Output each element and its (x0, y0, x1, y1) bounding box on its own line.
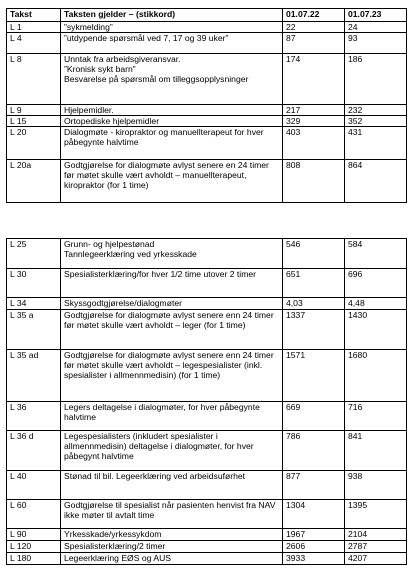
takst-code: L 36 (7, 402, 61, 431)
takst-code: L 90 (7, 529, 61, 541)
price-2023: 841 (345, 431, 407, 471)
price-2022: 217 (283, 105, 345, 116)
table-row (7, 298, 407, 310)
price-2022: 329 (283, 116, 345, 127)
price-2022: 1304 (283, 500, 345, 529)
price-2022: 3933 (283, 553, 345, 565)
takst-description: Spesialisterklæring/for hver 1/2 time utover 2 timer (61, 269, 283, 298)
price-2022: 1571 (283, 350, 345, 402)
table-row (7, 431, 407, 471)
takst-description: Spesialisterklæring/2 timer (61, 541, 283, 553)
price-2023: 696 (345, 269, 407, 298)
price-2023: 584 (345, 239, 407, 269)
table-row (7, 553, 407, 565)
takst-code: L 180 (7, 553, 61, 565)
takst-description: Skyssgodtgjørelse/dialogmøter (61, 298, 283, 310)
takst-code: L 8 (7, 54, 61, 105)
takst-code: L 120 (7, 541, 61, 553)
takst-code: L 30 (7, 269, 61, 298)
price-2023: 93 (345, 33, 407, 54)
table-row (7, 402, 407, 431)
header-row (7, 9, 407, 22)
takst-description: Legers deltagelse i dialogmøter, for hver påbegynte halvtime (61, 402, 283, 431)
table-row (7, 127, 407, 160)
price-2022: 403 (283, 127, 345, 160)
price-2023: 232 (345, 105, 407, 116)
takst-description: Legespesialisters (inkludert spesialister i allmennmedisin) deltagelse i dialogmøter, for hver påbegynt halvtime (61, 431, 283, 471)
takst-code: L 15 (7, 116, 61, 127)
takst-description: Godtgjørelse til spesialist når pasienten henvist fra NAV ikke møter til avtalt time (61, 500, 283, 529)
takst-description: Godtgjørelse for dialogmøte avlyst senere enn 24 timer før møtet skulle vært avholdt – legespesialister (inkl. spesialister i allmennmedisin) (for 1 time) (61, 350, 283, 402)
table-row (7, 350, 407, 402)
takst-code: L 35 a (7, 310, 61, 350)
takst-code: L 60 (7, 500, 61, 529)
takst-code: L 25 (7, 239, 61, 269)
price-2022: 87 (283, 33, 345, 54)
price-2023: 1395 (345, 500, 407, 529)
price-2022: 174 (283, 54, 345, 105)
takst-description: Godtgjørelse for dialogmøte avlyst senere enn 24 timer før møtet skulle vært avholdt – leger (for 1 time) (61, 310, 283, 350)
price-2022: 808 (283, 160, 345, 203)
price-2023: 4207 (345, 553, 407, 565)
table-row (7, 160, 407, 203)
table-row (7, 239, 407, 269)
price-2022: 669 (283, 402, 345, 431)
takst-code: L 20 (7, 127, 61, 160)
table-row (7, 116, 407, 127)
takst-description: Dialogmøte - kiropraktor og manuellterapeut for hver påbegynte halvtime (61, 127, 283, 160)
takst-code: L 34 (7, 298, 61, 310)
price-2022: 4,03 (283, 298, 345, 310)
table-row (7, 269, 407, 298)
takst-code: L 40 (7, 471, 61, 500)
takst-code: L 36 d (7, 431, 61, 471)
table-row (7, 541, 407, 553)
table-row (7, 105, 407, 116)
price-2022: 651 (283, 269, 345, 298)
table-row (7, 22, 407, 33)
table-row (7, 500, 407, 529)
table-row (7, 529, 407, 541)
takst-code: L 35 ad (7, 350, 61, 402)
takst-description: Yrkesskade/yrkessykdom (61, 529, 283, 541)
price-2023: 24 (345, 22, 407, 33)
takst-code: L 4 (7, 33, 61, 54)
table-row (7, 54, 407, 105)
price-2023: 4,48 (345, 298, 407, 310)
price-2022: 877 (283, 471, 345, 500)
takst-description: Grunn- og hjelpestønad Tannlegeerklæring ved yrkesskade (61, 239, 283, 269)
takst-code: L 1 (7, 22, 61, 33)
takst-description: Godtgjørelse for dialogmøte avlyst senere en 24 timer før møtet skulle vært avholdt – manuellterapeut, kiropraktor (for 1 time) (61, 160, 283, 203)
tariff-table-1 (6, 8, 407, 203)
tariff-table-2 (6, 238, 407, 565)
price-2022: 2606 (283, 541, 345, 553)
takst-description: ”utdypende spørsmål ved 7, 17 og 39 uker” (61, 33, 283, 54)
takst-description: Unntak fra arbeidsgiveransvar. ”Kronisk sykt barn” Besvarelse på spørsmål om tilleggsopplysninger (61, 54, 283, 105)
price-2023: 431 (345, 127, 407, 160)
price-2022: 1337 (283, 310, 345, 350)
header-takst: Takst (7, 9, 61, 22)
takst-description: Ortopediske hjelpemidler (61, 116, 283, 127)
price-2023: 864 (345, 160, 407, 203)
table-row (7, 33, 407, 54)
price-2023: 352 (345, 116, 407, 127)
header-date-2022: 01.07.22 (283, 9, 345, 22)
takst-description: Legeerklæring EØS og AUS (61, 553, 283, 565)
takst-code: L 9 (7, 105, 61, 116)
price-2023: 2787 (345, 541, 407, 553)
takst-description: Stønad til bil. Legeerklæring ved arbeidsuførhet (61, 471, 283, 500)
header-date-2023: 01.07.23 (345, 9, 407, 22)
price-2022: 546 (283, 239, 345, 269)
takst-description: ”sykmelding” (61, 22, 283, 33)
price-2022: 786 (283, 431, 345, 471)
takst-description: Hjelpemidler. (61, 105, 283, 116)
table-row (7, 310, 407, 350)
takst-code: L 20a (7, 160, 61, 203)
price-2023: 1680 (345, 350, 407, 402)
price-2023: 716 (345, 402, 407, 431)
price-2022: 22 (283, 22, 345, 33)
price-2023: 1430 (345, 310, 407, 350)
table-row (7, 471, 407, 500)
price-2023: 938 (345, 471, 407, 500)
price-2023: 186 (345, 54, 407, 105)
price-2022: 1967 (283, 529, 345, 541)
header-description: Taksten gjelder – (stikkord) (61, 9, 283, 22)
price-2023: 2104 (345, 529, 407, 541)
